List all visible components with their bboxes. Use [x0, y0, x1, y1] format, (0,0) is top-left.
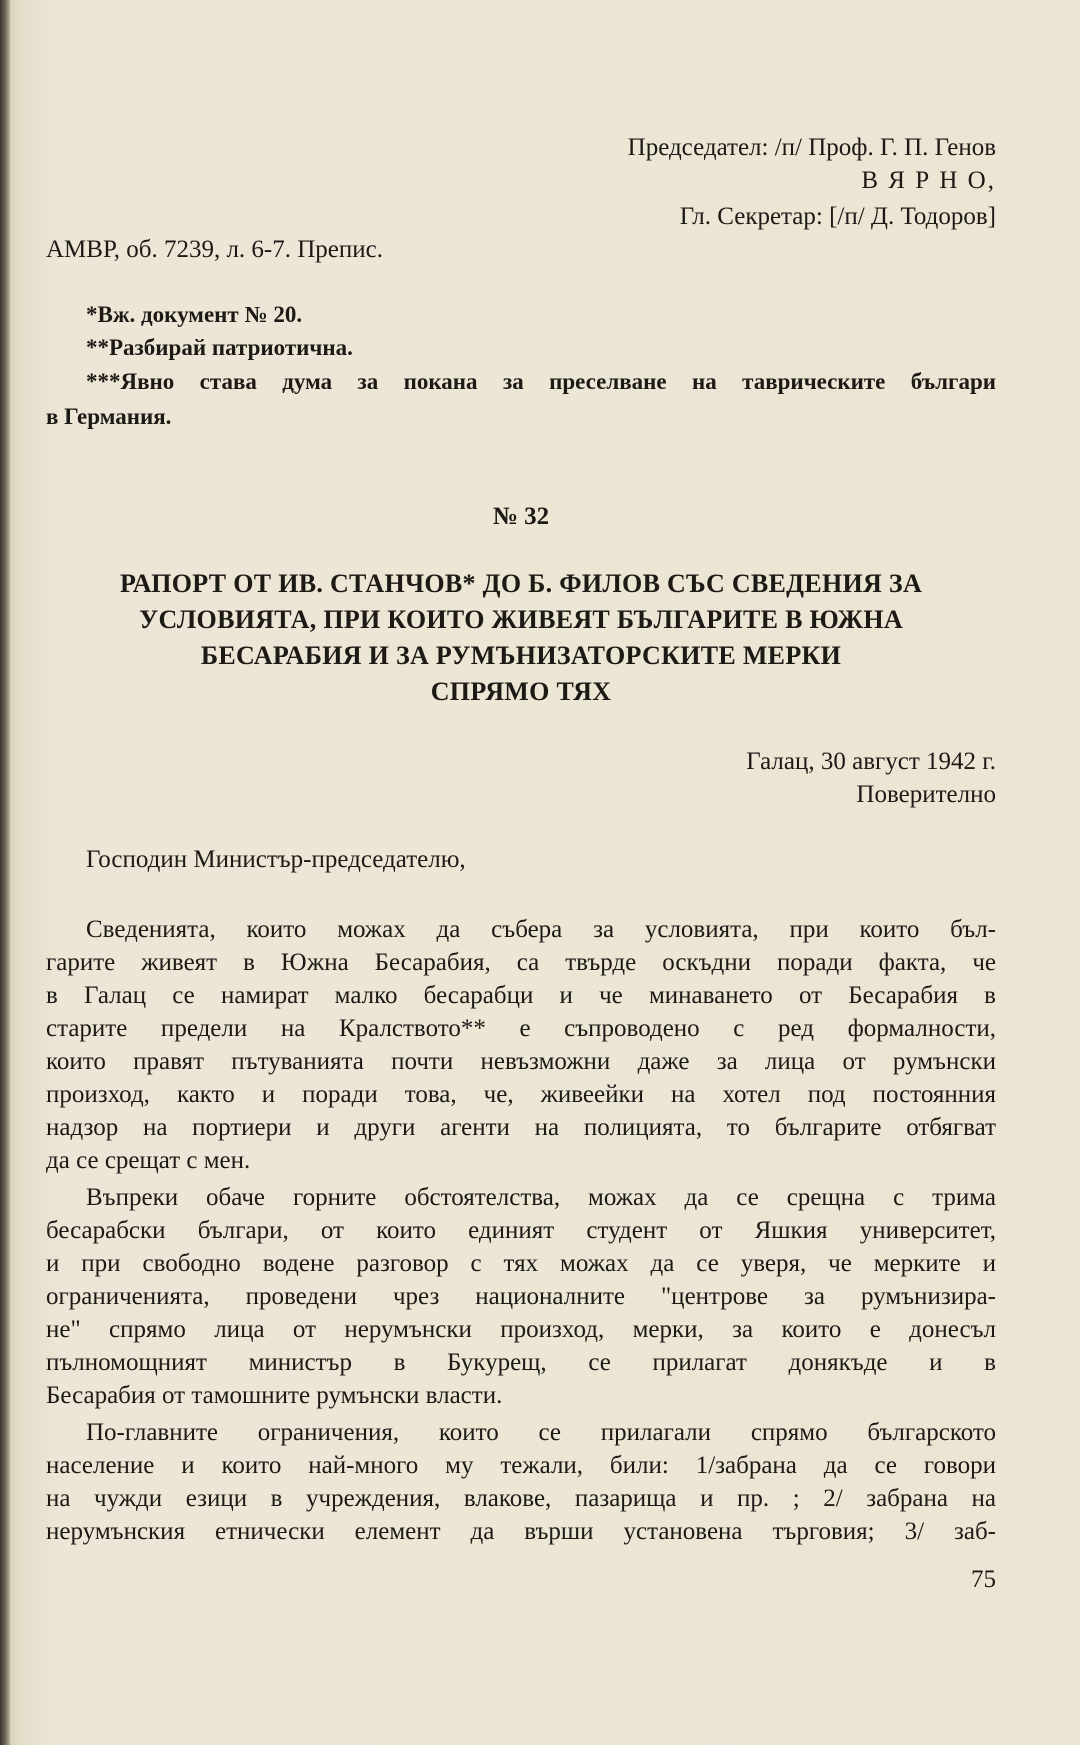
- body-line: в Галац се намират малко бесарабци и че минаването от Бесарабия в: [46, 982, 996, 1009]
- salutation: Господин Министър-председателю,: [86, 846, 466, 873]
- body-line: население и които най-много му тежали, били: 1/забрана да се говори: [46, 1452, 996, 1479]
- body-line: не" спрямо лица от нерумънски произход, мерки, за които е донесъл: [46, 1316, 996, 1343]
- body-line: пълномощният министър в Букурещ, се прилагат донякъде и в: [46, 1349, 996, 1376]
- body-line: и при свободно водене разговор с тях можах да се уверя, че мерките и: [46, 1250, 996, 1277]
- footnote-2: **Разбирай патриотична.: [86, 335, 353, 360]
- body-line: Сведенията, които можах да събера за условията, при които бъл-: [86, 916, 996, 943]
- place-date: Галац, 30 август 1942 г.: [746, 748, 996, 775]
- secretary-signature: Гл. Секретар: [/п/ Д. Тодоров]: [679, 203, 996, 230]
- document-number: № 32: [492, 503, 550, 530]
- footnote-1: *Вж. документ № 20.: [86, 302, 303, 327]
- footnote-3-continued: в Германия.: [46, 404, 172, 429]
- body-line: ограниченията, проведени чрез националните "центрове за румънизира-: [46, 1283, 996, 1310]
- title-line-1: РАПОРТ ОТ ИВ. СТАНЧОВ* ДО Б. ФИЛОВ СЪС СВЕДЕНИЯ ЗА: [119, 569, 923, 598]
- certified-mark: В Я Р Н О,: [861, 167, 996, 194]
- body-line: По-главните ограничения, които се прилагали спрямо българското: [86, 1419, 996, 1446]
- body-line: старите предели на Кралството** е съпроводено с ред формалности,: [46, 1015, 996, 1042]
- body-line: да се срещат с мен.: [46, 1147, 251, 1174]
- title-line-2: УСЛОВИЯТА, ПРИ КОИТО ЖИВЕЯТ БЪЛГАРИТЕ В ЮЖНА: [139, 605, 903, 634]
- title-line-4: СПРЯМО ТЯХ: [430, 677, 612, 706]
- book-binding-edge: [0, 0, 10, 1745]
- body-line: произход, както и поради това, че, живеейки на хотел под постоянния: [46, 1081, 996, 1108]
- body-line: гарите живеят в Южна Бесарабия, са твърде оскъдни поради факта, че: [46, 949, 996, 976]
- body-line: бесарабски българи, от които единият студент от Яшкия университет,: [46, 1217, 996, 1244]
- chairman-signature: Председател: /п/ Проф. Г. П. Генов: [627, 134, 996, 161]
- page-number: 75: [971, 1566, 996, 1593]
- body-line: които правят пътуванията почти невъзможни даже за лица от румънски: [46, 1048, 996, 1075]
- body-line: Бесарабия от тамошните румънски власти.: [46, 1382, 503, 1409]
- footnote-3: ***Явно става дума за покана за преселване на таврическите българи: [86, 369, 996, 394]
- archive-source: АМВР, об. 7239, л. 6-7. Препис.: [46, 236, 384, 263]
- body-line: нерумънския етнически елемент да върши установена търговия; 3/ заб-: [46, 1518, 996, 1545]
- body-line: надзор на портиери и други агенти на полицията, то българите отбягват: [46, 1114, 996, 1141]
- body-line: на чужди езици в учреждения, влакове, пазарища и пр. ; 2/ забрана на: [46, 1485, 996, 1512]
- classification: Поверително: [856, 781, 996, 808]
- body-line: Въпреки обаче горните обстоятелства, можах да се срещна с трима: [86, 1184, 996, 1211]
- title-line-3: БЕСАРАБИЯ И ЗА РУМЪНИЗАТОРСКИТЕ МЕРКИ: [200, 641, 842, 670]
